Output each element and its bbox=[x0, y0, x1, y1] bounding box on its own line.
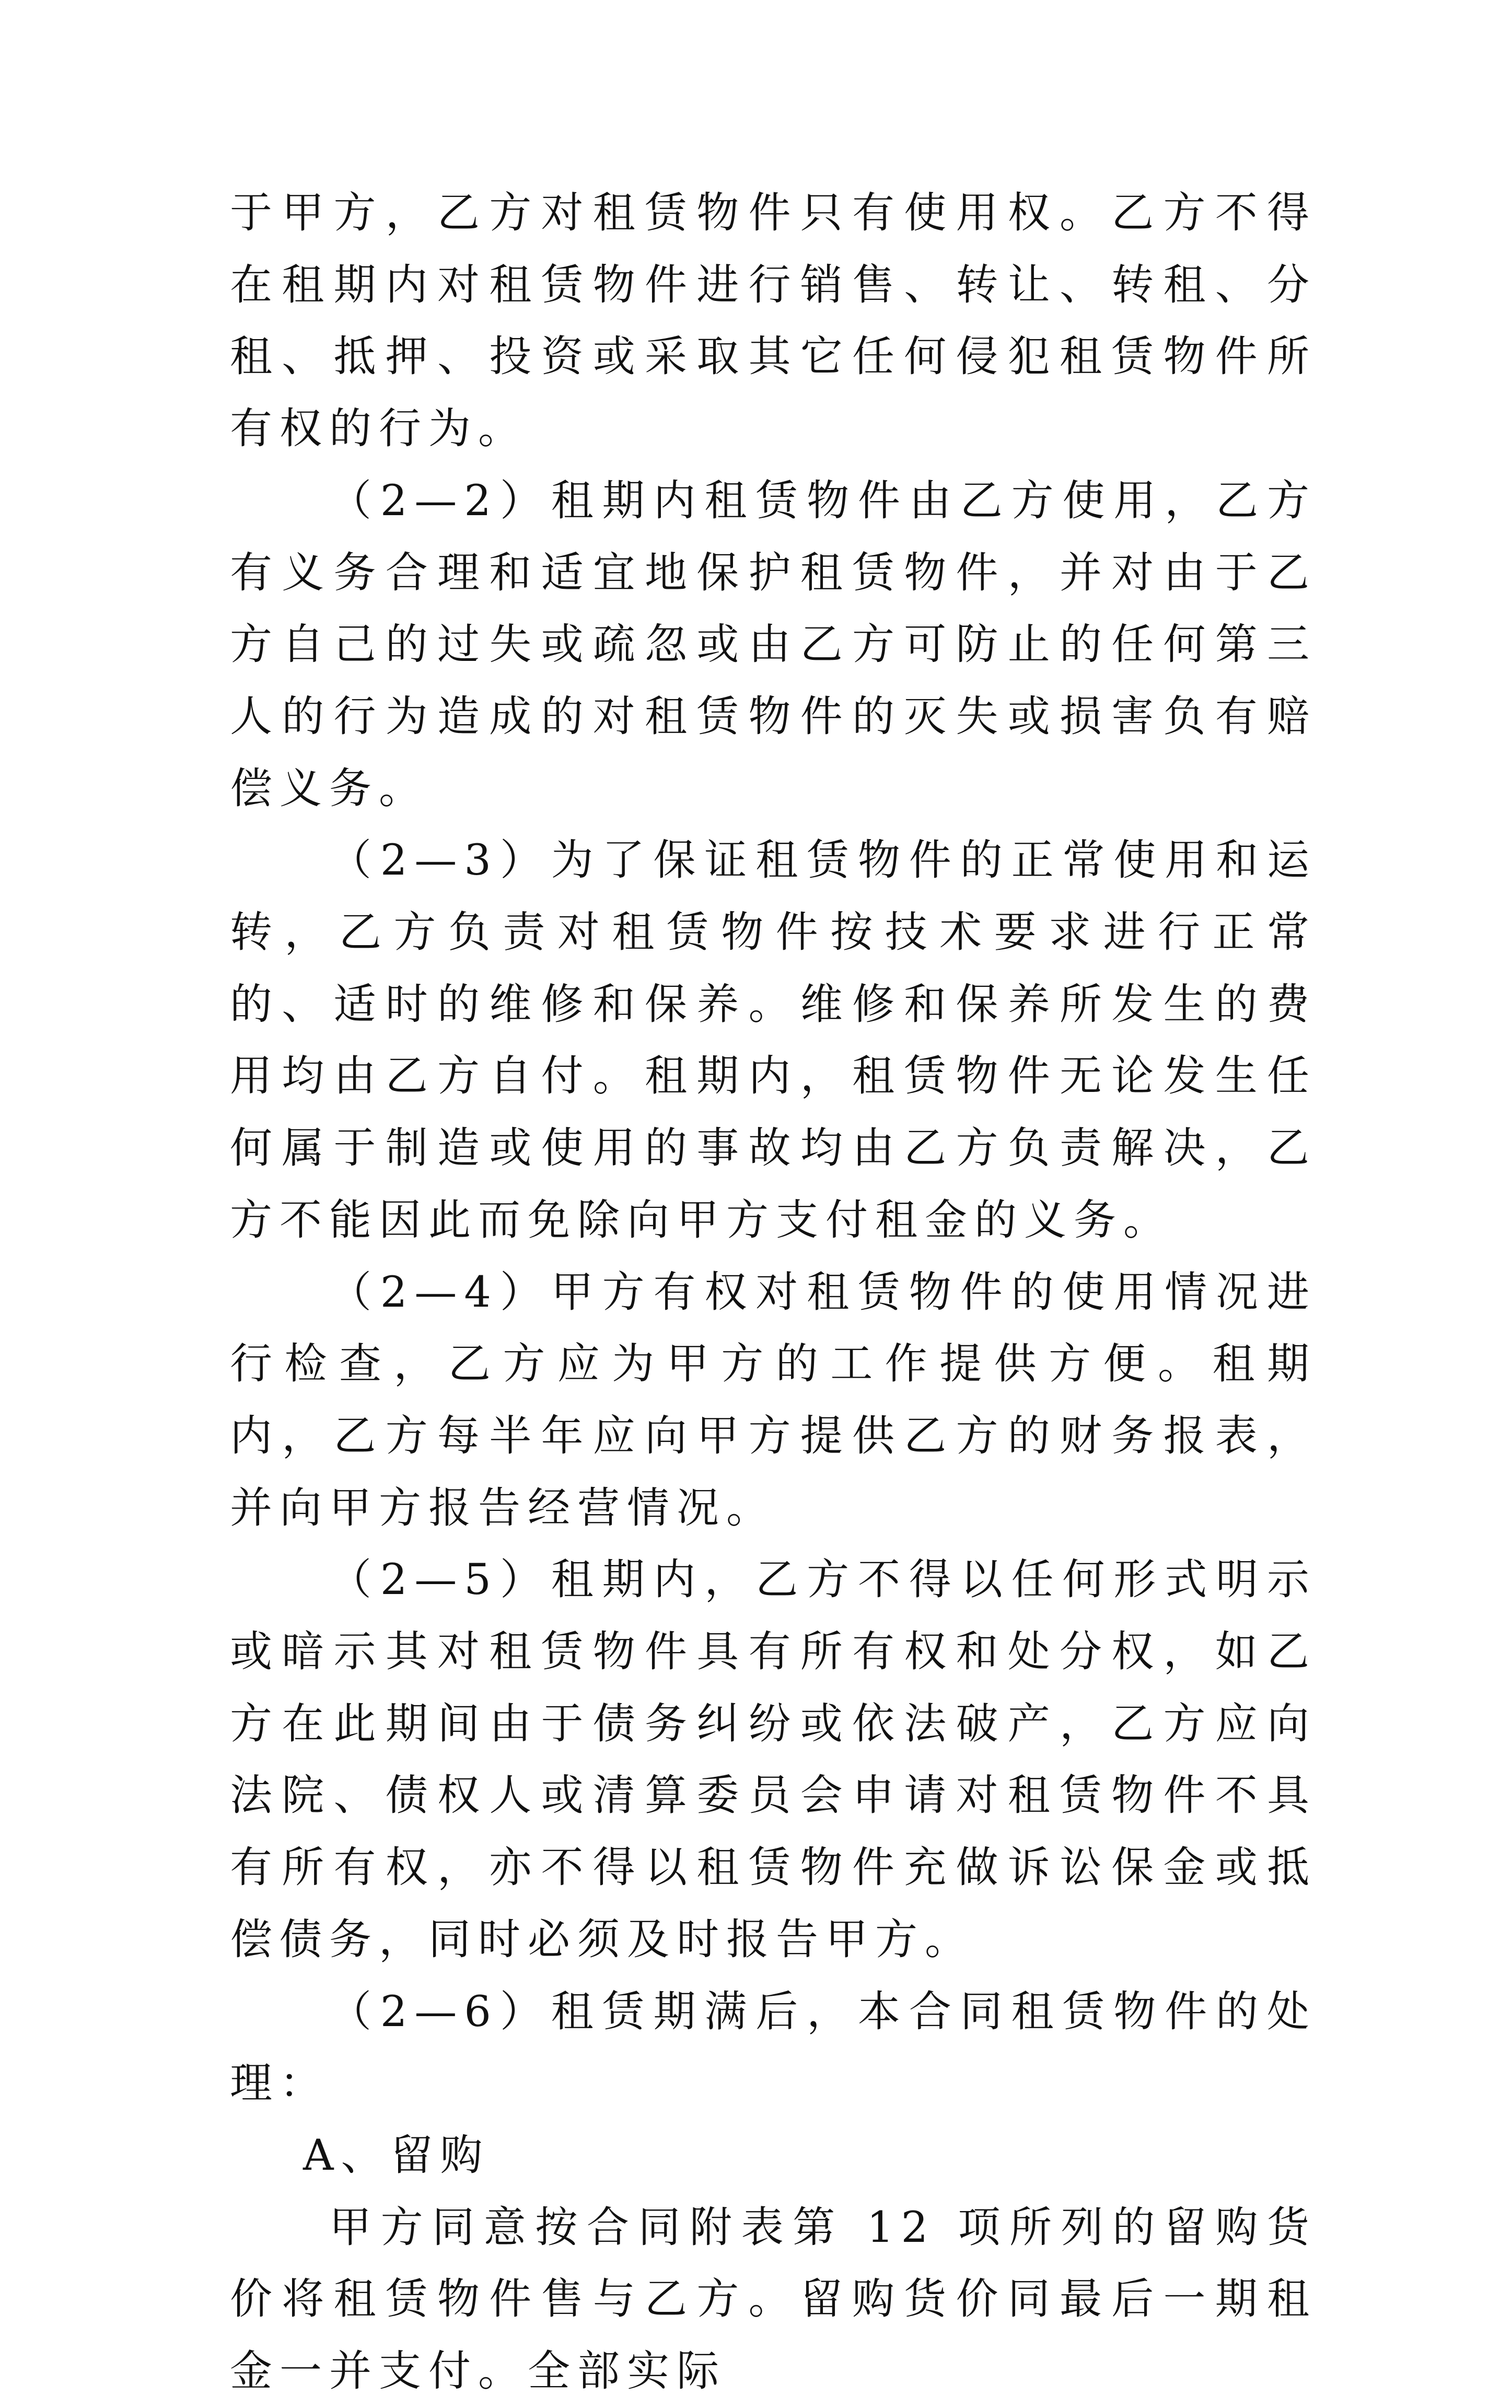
option-a-text: 甲方同意按合同附表第 12 项所列的留购货价将租赁物件售与乙方。留购货价同最后一期租金一并支付。全部实际 bbox=[230, 2203, 1317, 2397]
document-body bbox=[230, 178, 1317, 2408]
clause-2-6: （2—6）租赁期满后，本合同租赁物件的处理： bbox=[230, 1987, 1317, 2109]
clause-2-5: （2—5）租期内，乙方不得以任何形式明示或暗示其对租赁物件具有所有权和处分权，如乙方在此期间由于债务纠纷或依法破产，乙方应向法院、债权人或清算委员会申请对租赁物件不具有所有权，亦不得以租赁物件充做诉讼保金或抵偿债务，同时必须及时报告甲方。 bbox=[230, 1555, 1317, 1964]
option-a-heading: A、留购 bbox=[303, 2131, 490, 2180]
clause-2-3: （2—3）为了保证租赁物件的正常使用和运转，乙方负责对租赁物件按技术要求进行正常的、适时的维修和保养。维修和保养所发生的费用均由乙方自付。租期内，租赁物件无论发生任何属于制造或使用的事故均由乙方负责解决，乙方不能因此而免除向甲方支付租金的义务。 bbox=[230, 836, 1317, 1245]
clause-2-4: （2—4）甲方有权对租赁物件的使用情况进行检查，乙方应为甲方的工作提供方便。租期内，乙方每半年应向甲方提供乙方的财务报表，并向甲方报告经营情况。 bbox=[230, 1267, 1317, 1533]
paragraph-continuation: 于甲方，乙方对租赁物件只有使用权。乙方不得在租期内对租赁物件进行销售、转让、转租、分租、抵押、投资或采取其它任何侵犯租赁物件所有权的行为。 bbox=[230, 189, 1317, 454]
clause-2-2: （2—2）租期内租赁物件由乙方使用，乙方有义务合理和适宜地保护租赁物件，并对由于乙方自己的过失或疏忽或由乙方可防止的任何第三人的行为造成的对租赁物件的灭失或损害负有赔偿义务。 bbox=[230, 476, 1317, 813]
